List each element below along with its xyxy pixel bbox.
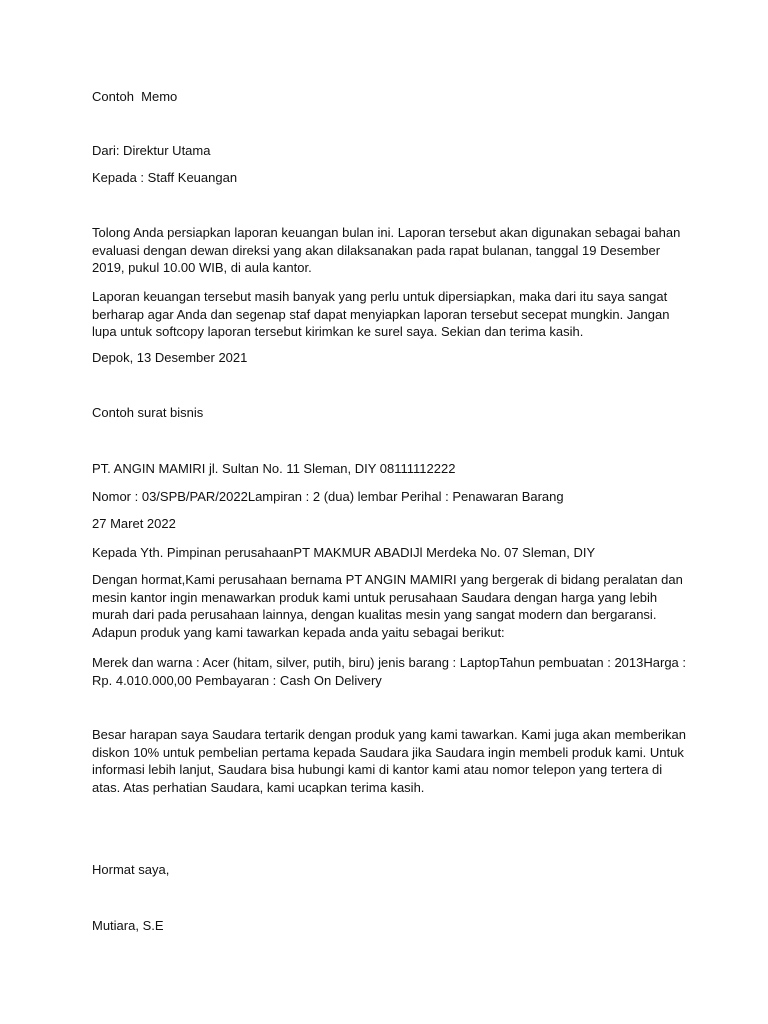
letter-paragraph-1: Dengan hormat,Kami perusahaan bernama PT ANGIN MAMIRI yang bergerak di bidang peralatan dan mesin kantor ingin menawarkan produk kami untuk perusahaan Saudara dengan harga yang lebih murah dari pada perusahaan lainnya, dengan kualitas mesin yang sangat modern dan bergaransi. Adapun produk yang kami tawarkan kepada anda yaitu sebagai berikut: [92, 572, 683, 640]
letter-closing: Hormat saya, [92, 862, 170, 877]
letter-date: 27 Maret 2022 [92, 516, 176, 531]
letter-paragraph-2: Besar harapan saya Saudara tertarik dengan produk yang kami tawarkan. Kami juga akan memberikan diskon 10% untuk pembelian pertama kepada Saudara jika Saudara ingin membeli produk kami. Untuk informasi lebih lanjut, Saudara bisa hubungi kami di kantor kami atau nomor telepon yang tertera di atas. Atas perhatian Saudara, kami ucapkan terima kasih. [92, 727, 687, 795]
memo-to: Kepada : Staff Keuangan [92, 170, 238, 185]
memo-paragraph-2: Laporan keuangan tersebut masih banyak yang perlu untuk dipersiapkan, maka dari itu saya sangat berharap agar Anda dan segenap staf dapat menyiapkan laporan tersebut secepat mungkin. Jangan lupa untuk softcopy laporan tersebut kirimkan ke surel saya. Sekian dan terima kasih. [92, 289, 670, 340]
letter-letterhead: PT. ANGIN MAMIRI jl. Sultan No. 11 Sleman, DIY 08111112222 [92, 461, 456, 476]
letter-reference: Nomor : 03/SPB/PAR/2022Lampiran : 2 (dua) lembar Perihal : Penawaran Barang [92, 489, 564, 504]
letter-signature: Mutiara, S.E [92, 918, 164, 933]
memo-from: Dari: Direktur Utama [92, 143, 211, 158]
memo-title: Contoh Memo [92, 89, 178, 104]
memo-paragraph-1: Tolong Anda persiapkan laporan keuangan bulan ini. Laporan tersebut akan digunakan sebagai bahan evaluasi dengan dewan direksi yang akan dilaksanakan pada rapat bulanan, tanggal 19 Desember 2019, pukul 10.00 WIB, di aula kantor. [92, 225, 681, 276]
letter-title: Contoh surat bisnis [92, 405, 204, 420]
letter-product-details: Merek dan warna : Acer (hitam, silver, putih, biru) jenis barang : LaptopTahun pembuatan : 2013Harga : Rp. 4.010.000,00 Pembayaran : Cash On Delivery [92, 655, 687, 688]
memo-place-date: Depok, 13 Desember 2021 [92, 350, 248, 365]
letter-recipient: Kepada Yth. Pimpinan perusahaanPT MAKMUR ABADIJl Merdeka No. 07 Sleman, DIY [92, 545, 596, 560]
